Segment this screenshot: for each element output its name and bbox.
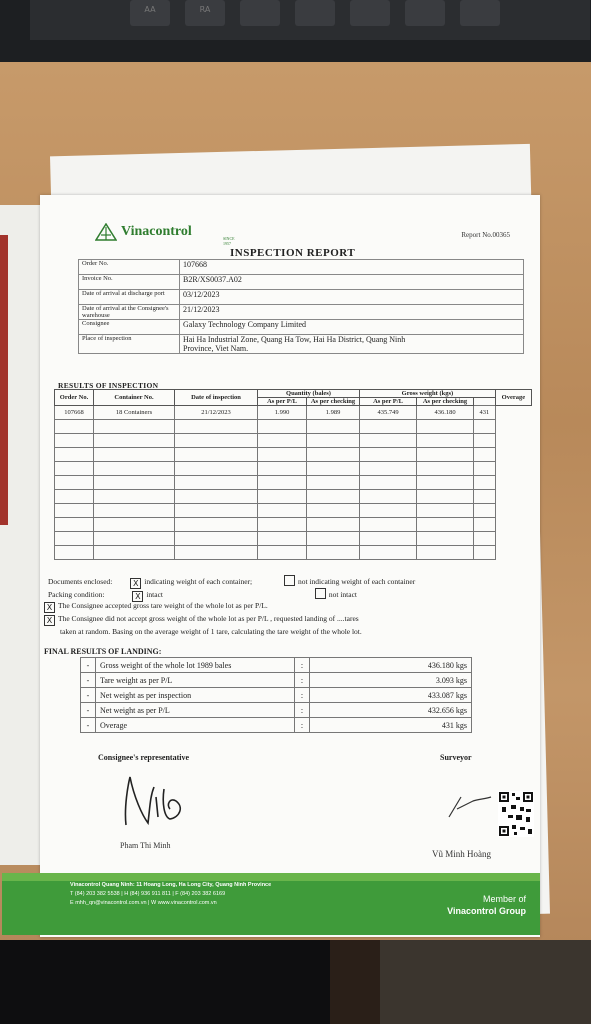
colon: :	[295, 673, 310, 688]
packing-checkbox-checked[interactable]: X	[132, 591, 143, 602]
results-table	[54, 389, 532, 560]
red-binder-edge	[0, 235, 8, 525]
final-value	[310, 673, 472, 688]
table-row	[81, 673, 472, 688]
not-accepted-text-2: taken at random. Basing on the average weight of 1 tare, calculating the tare weight of the whole lot.	[60, 627, 362, 636]
table-row	[55, 504, 532, 518]
place-line-1: Hai Ha Industrial Zone, Quang Ha Tow, Hai Ha District, Quang Ninh	[183, 335, 406, 344]
report-number: Report No.00365	[461, 231, 510, 239]
enclosed-option-1: indicating weight of each container;	[144, 577, 253, 586]
table-row	[55, 462, 532, 476]
place-value	[180, 335, 524, 354]
footer-line-1: Vinacontrol Quang Ninh: 11 Hoang Long, Ha Long City, Quang Ninh Province	[70, 882, 272, 888]
final-value-unit: kgs	[455, 660, 467, 670]
final-label: Net weight as per P/L	[96, 703, 295, 718]
final-value	[310, 688, 472, 703]
colon: :	[295, 688, 310, 703]
final-label: Gross weight of the whole lot 1989 bales	[96, 658, 295, 673]
enclosed-checkbox-checked[interactable]: X	[130, 578, 141, 589]
invoice-value: B2R/XS0037.A02	[180, 275, 524, 290]
packing-condition-row	[48, 588, 357, 602]
final-results-table	[80, 657, 472, 733]
table-row	[81, 703, 472, 718]
final-value-number: 431	[441, 720, 454, 730]
bullet: -	[81, 688, 96, 703]
enclosed-option-2: not indicating weight of each container	[297, 577, 416, 586]
table-row	[55, 490, 532, 504]
arrival-warehouse-label: Date of arrival at the Consignee's warehouse	[79, 305, 180, 320]
final-value-unit: kgs	[455, 675, 467, 685]
accepted-row	[44, 601, 268, 613]
surveyor-title: Surveyor	[440, 753, 472, 762]
surveyor-name: Vũ Minh Hoàng	[432, 849, 491, 859]
bullet: -	[81, 673, 96, 688]
member-of: Member of	[482, 894, 526, 904]
final-value	[310, 718, 472, 733]
footer-line-2: T (84) 203 382 5538 | H (84) 936 911 811 | F (84) 203 382 6169	[70, 891, 226, 897]
final-value	[310, 658, 472, 673]
documents-enclosed-label: Documents enclosed:	[48, 577, 113, 586]
report-title: INSPECTION REPORT	[230, 247, 356, 259]
header-qty-check: As per checking	[307, 398, 360, 406]
header-overage: Overage	[495, 390, 531, 406]
table-row	[81, 688, 472, 703]
place-label: Place of inspection	[79, 335, 180, 354]
invoice-label: Invoice No.	[79, 275, 180, 290]
logo-text: Vinacontrol	[121, 224, 192, 239]
keyboard-keys	[30, 0, 590, 40]
cell-gw-pl: 435.749	[360, 406, 417, 420]
bullet: -	[81, 718, 96, 733]
qr-code-icon	[498, 791, 534, 837]
keyboard-key	[405, 0, 445, 26]
enclosed-checkbox-empty[interactable]	[284, 575, 295, 586]
keyboard-key	[240, 0, 280, 26]
keyboard-background	[0, 0, 591, 62]
not-accepted-row	[44, 614, 359, 626]
cell-qty-check: 1.989	[307, 406, 360, 420]
cell-date: 21/12/2023	[175, 406, 258, 420]
header-date: Date of inspection	[175, 390, 258, 406]
arrival-port-value: 03/12/2023	[180, 290, 524, 305]
final-value-unit: kgs	[455, 720, 467, 730]
packing-option-1: intact	[146, 590, 163, 599]
final-label: Tare weight as per P/L	[96, 673, 295, 688]
table-row	[55, 518, 532, 532]
order-no-label: Order No.	[79, 260, 180, 275]
table-row	[55, 420, 532, 434]
table-row	[55, 532, 532, 546]
packing-option-2: not intact	[328, 590, 357, 599]
final-results-title: FINAL RESULTS OF LANDING:	[44, 647, 162, 656]
inspection-report-document	[40, 195, 540, 937]
consignee-label: Consignee	[79, 320, 180, 335]
final-value-number: 436.180	[427, 660, 454, 670]
header-gross: Gross weight (kgs)	[360, 390, 496, 398]
table-row	[81, 658, 472, 673]
header-gw-check: As per checking	[417, 398, 474, 406]
final-label: Net weight as per inspection	[96, 688, 295, 703]
vinacontrol-logo	[95, 223, 235, 246]
bullet: -	[81, 658, 96, 673]
order-info-table	[78, 259, 524, 354]
table-row	[55, 434, 532, 448]
desk-bottom	[0, 940, 591, 1024]
header-order: Order No.	[55, 390, 94, 406]
table-row	[55, 476, 532, 490]
header-gw-pl: As per P/L	[360, 398, 417, 406]
keyboard-key	[295, 0, 335, 26]
consignee-name: Pham Thi Minh	[120, 841, 171, 850]
packing-label: Packing condition:	[48, 590, 105, 599]
results-title: RESULTS OF INSPECTION	[58, 381, 159, 390]
documents-enclosed-row	[48, 575, 415, 589]
member-group: Vinacontrol Group	[447, 906, 526, 916]
table-row	[81, 718, 472, 733]
packing-checkbox-empty[interactable]	[315, 588, 326, 599]
consignee-signature	[120, 767, 200, 837]
left-sheet	[0, 205, 40, 865]
header-quantity: Quantity (bales)	[258, 390, 360, 398]
keyboard-key	[350, 0, 390, 26]
cell-order: 107668	[55, 406, 94, 420]
cell-qty-pl: 1.990	[258, 406, 307, 420]
accepted-text: The Consignee accepted gross tare weight of the whole lot as per P/L.	[58, 601, 268, 610]
place-line-2: Province, Viet Nam.	[183, 344, 249, 353]
keyboard-key: RA	[185, 0, 225, 26]
colon: :	[295, 703, 310, 718]
accepted-checkbox[interactable]: X	[44, 602, 55, 613]
footer-address	[70, 881, 271, 908]
final-value	[310, 703, 472, 718]
consignee-value: Galaxy Technology Company Limited	[180, 320, 524, 335]
final-value-unit: kgs	[455, 705, 467, 715]
colon: :	[295, 718, 310, 733]
arrival-warehouse-value: 21/12/2023	[180, 305, 524, 320]
header-container: Container No.	[94, 390, 175, 406]
cell-gw-check: 436.180	[417, 406, 474, 420]
table-row	[55, 546, 532, 560]
footer-line-3: E mhh_qn@vinacontrol.com.vn | W www.vinacontrol.com.vn	[70, 900, 217, 906]
final-value-number: 433.087	[427, 690, 454, 700]
footer-member	[447, 893, 526, 917]
order-no-value: 107668	[180, 260, 524, 275]
table-row	[55, 406, 532, 420]
not-accepted-text-1: The Consignee did not accept gross weight of the whole lot as per P/L , requested landing of ....tares	[58, 614, 359, 623]
footer-stripe	[2, 873, 540, 881]
consignee-representative-title: Consignee's representative	[98, 753, 190, 762]
colon: :	[295, 658, 310, 673]
dark-cloth	[0, 940, 330, 1024]
keyboard-key: AA	[130, 0, 170, 26]
cell-overage: 431	[474, 406, 496, 420]
surveyor-signature	[445, 791, 495, 821]
keyboard-key	[460, 0, 500, 26]
footer-banner	[2, 873, 540, 935]
bullet: -	[81, 703, 96, 718]
header-qty-pl: As per P/L	[258, 398, 307, 406]
final-value-number: 432.656	[427, 705, 454, 715]
not-accepted-checkbox[interactable]: X	[44, 615, 55, 626]
logo-since: SINCE 1957	[223, 236, 235, 246]
arrival-port-label: Date of arrival at discharge port	[79, 290, 180, 305]
cell-container: 18 Containers	[94, 406, 175, 420]
logo-icon	[95, 223, 117, 241]
table-row	[55, 448, 532, 462]
final-value-unit: kgs	[455, 690, 467, 700]
final-value-number: 3.093	[435, 675, 454, 685]
desk-object	[380, 940, 591, 1024]
final-label: Overage	[96, 718, 295, 733]
